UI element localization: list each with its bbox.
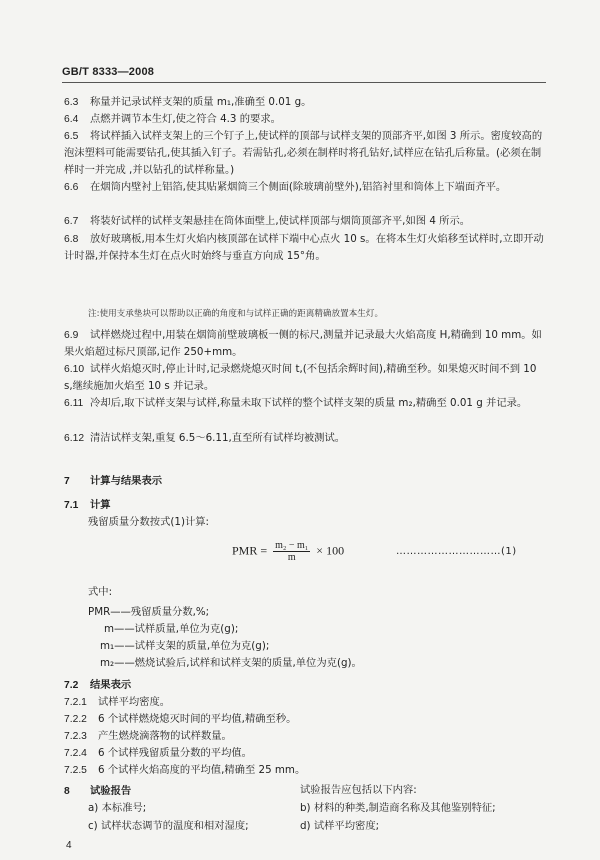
step-text: 称量并记录试样支架的质量 m₁,准确至 0.01 g。: [90, 96, 312, 108]
page-number: 4: [66, 840, 72, 851]
report-item-a: a) 本标准号;: [88, 802, 147, 814]
definition-m: m——试样质量,单位为克(g);: [104, 623, 239, 635]
result-7-2-4: 7.2.4 6 个试样残留质量分数的平均值。: [64, 747, 252, 759]
step-text: 清洁试样支架,重复 6.5～6.11,直至所有试样均被测试。: [90, 432, 346, 444]
step-text: 试样火焰熄灭时,停止计时,记录燃烧熄灭时间 t,(不包括余辉时间),精确至秒。如果熄灭时间不到 10 s,继续施加火焰至 10 s 并记录。: [64, 363, 537, 392]
definition-m2: m₂——燃烧试验后,试样和试样支架的质量,单位为克(g)。: [100, 657, 362, 669]
definition-pmr: PMR——残留质量分数,%;: [88, 606, 210, 618]
pmr-formula: PMR = $\frac{\text{m₂ − m₁}}{m}$ × 100: [232, 540, 345, 563]
step-number: 6.5: [64, 131, 79, 142]
note: 注:使用支承垫块可以帮助以正确的角度和与试样正确的距离精确放置本生灯。: [88, 309, 384, 319]
section-8-heading: 8 试验报告: [64, 785, 132, 797]
result-7-2-2: 7.2.2 6 个试样燃烧熄灭时间的平均值,精确至秒。: [64, 713, 297, 725]
section-7-heading: 7 计算与结果表示: [64, 475, 163, 487]
step-number: 6.12: [64, 433, 85, 444]
report-item-c: c) 试样状态调节的温度和相对湿度;: [88, 820, 249, 832]
step-text: 点燃并调节本生灯,使之符合 4.3 的要求。: [90, 113, 281, 125]
report-intro: 试验报告应包括以下内容:: [300, 784, 417, 796]
step-number: 6.3: [64, 97, 79, 108]
step-text: 将装好试样的试样支架悬挂在筒体面壁上,使试样顶部与烟筒顶部齐平,如图 4 所示。: [90, 215, 471, 227]
equation-number: …………………………(1): [396, 546, 517, 557]
step-number: 6.8: [64, 234, 79, 245]
formula-denominator: m: [287, 552, 296, 563]
step-text: 放好玻璃板,用本生灯火焰内核顶部在试样下端中心点火 10 s。在将本生灯火焰移至试样时,立即开动计时器,并保持本生灯在点火时始终与垂直方向成 15°角。: [64, 233, 544, 262]
result-7-2-3: 7.2.3 产生燃烧滴落物的试样数量。: [64, 730, 232, 742]
step-number: 6.6: [64, 182, 79, 193]
formula-numerator: m₂ − m₁: [275, 540, 309, 551]
report-item-b: b) 材料的种类,制造商名称及其他鉴别特征;: [300, 802, 496, 814]
result-7-2-1: 7.2.1 试样平均密度。: [64, 696, 171, 708]
calc-intro: 残留质量分数按式(1)计算:: [88, 516, 210, 528]
standard-code: GB/T 8333—2008: [62, 66, 155, 78]
definition-m1: m₁——试样支架的质量,单位为克(g);: [100, 640, 270, 652]
section-7-2-heading: 7.2 结果表示: [64, 679, 132, 691]
step-number: 6.4: [64, 114, 79, 125]
step-number: 6.10: [64, 364, 85, 375]
step-text: 试样燃烧过程中,用装在烟筒前壁玻璃板一侧的标尺,测量并记录最大火焰高度 H,精确到 10 mm。如果火焰超过标尺顶部,记作 250+mm。: [64, 329, 542, 358]
step-number: 6.9: [64, 330, 79, 341]
step-text: 将试样插入试样支架上的三个钉子上,使试样的顶部与试样支架的顶部齐平,如图 3 所示。密度较高的泡沫塑料可能需要钻孔,使其插入钉子。若需钻孔,必须在制样时将孔钻好,试样应在钻孔后称量。(必须在制样时一并完成 ,并以钻孔的试样称量。): [64, 130, 543, 176]
report-item-d: d) 试样平均密度;: [300, 820, 380, 832]
step-number: 6.7: [64, 216, 79, 227]
step-number: 6.11: [64, 398, 84, 409]
section-7-1-heading: 7.1 计算: [64, 499, 111, 511]
step-text: 冷却后,取下试样支架与试样,称量未取下试样的整个试样支架的质量 m₂,精确至 0.01 g 并记录。: [90, 397, 528, 409]
where-label: 式中:: [88, 586, 113, 598]
result-7-2-5: 7.2.5 6 个试样火焰高度的平均值,精确至 25 mm。: [64, 764, 306, 776]
step-text: 在烟筒内壁衬上铝箔,使其贴紧烟筒三个侧面(除玻璃前壁外),铝箔衬里和筒体上下端面齐平。: [90, 181, 507, 193]
